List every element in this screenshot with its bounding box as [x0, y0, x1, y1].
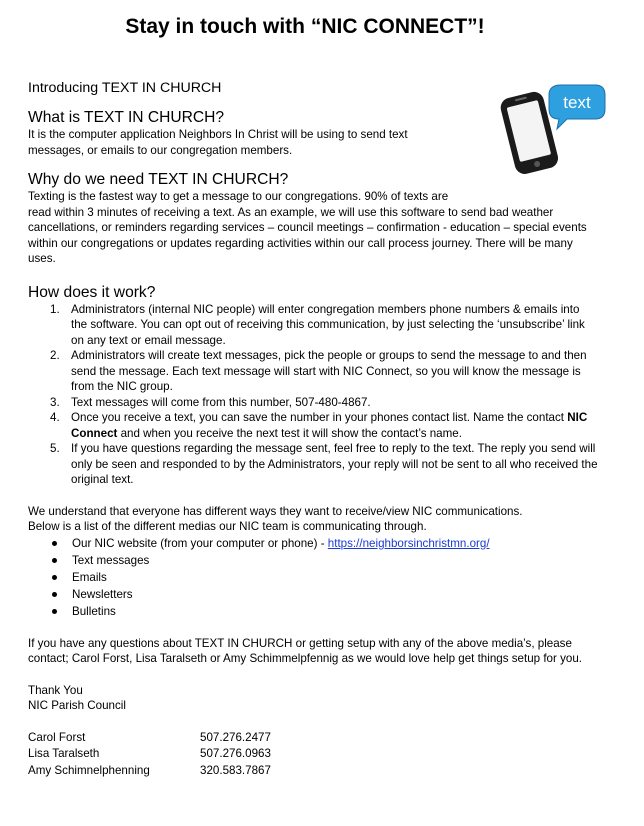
step-text: Text messages will come from this number, 507-480-4867.: [71, 395, 371, 409]
contact-name: Lisa Taralseth: [28, 747, 100, 760]
step-text-pre: Once you receive a text, you can save the number in your phones contact list. Name the contact: [71, 411, 568, 424]
bubble-text: text: [563, 93, 591, 112]
table-row: [28, 763, 598, 780]
list-item: [28, 302, 598, 349]
step-number: 3.: [50, 395, 60, 409]
why-line-1: Texting is the fastest way to get a message to our congregations. 90% of texts are: [28, 190, 449, 203]
bullet-icon: [52, 558, 57, 563]
list-item: [28, 410, 598, 441]
list-item: [28, 348, 598, 395]
document-body: [28, 79, 598, 779]
intro-line: Introducing TEXT IN CHURCH: [28, 80, 222, 96]
step-number: 1.: [50, 302, 60, 316]
step-number: 2.: [50, 349, 60, 362]
contact-phone: 507.276.0963: [200, 747, 271, 760]
why-heading: Why do we need TEXT IN CHURCH?: [28, 171, 289, 188]
how-steps-list: [28, 302, 598, 488]
media-item: Text messages: [72, 553, 150, 567]
media-item: Emails: [72, 570, 107, 584]
table-row: [28, 730, 598, 747]
questions-paragraph: If you have any questions about TEXT IN CHURCH or getting setup with any of the above media’s, please contact; Carol Forst, Lisa Taralseth or Amy Schimmelpfennig as we would love help get things setup for you.: [28, 636, 582, 665]
contacts-table: [28, 730, 598, 780]
contact-phone: 507.276.2477: [200, 730, 271, 744]
list-item: [28, 603, 598, 620]
what-line-1: It is the computer application Neighbors In Christ will be using to send text: [28, 128, 408, 141]
why-body: read within 3 minutes of receiving a text. As an example, we will use this software to send bad weather cancellations, or reminders regarding services – council meetings – confirmation - education – special events within our congregations or updates regarding activities within our call process journey. There will be many uses.: [28, 205, 587, 265]
list-item: [28, 535, 598, 552]
list-item: [28, 395, 598, 411]
step-number: 4.: [50, 411, 60, 424]
signoff-thank-you: Thank You: [28, 683, 83, 697]
step-text: Administrators will create text messages, pick the people or groups to send the message to and then send the message. Each text message will start with NIC Connect, so you will know the message is from the NIC group.: [71, 349, 587, 393]
medias-intro-line-2: Below is a list of the different medias our NIC team is communicating through.: [28, 520, 427, 533]
website-link[interactable]: https://neighborsinchristmn.org/: [327, 536, 490, 550]
step-text-bold: NIC Connect: [71, 411, 588, 440]
table-row: [28, 746, 598, 763]
medias-intro-line-1: We understand that everyone has different ways they want to receive/view NIC communications.: [28, 504, 523, 518]
list-item: [28, 569, 598, 586]
what-line-2: messages, or emails to our congregation members.: [28, 143, 293, 157]
page-title: Stay in touch with “NIC CONNECT”!: [125, 15, 485, 38]
step-text-post: and when you receive the next test it will show the contact’s name.: [117, 426, 462, 440]
contact-name: Carol Forst: [28, 730, 86, 744]
what-heading: What is TEXT IN CHURCH?: [28, 109, 225, 126]
media-item: Bulletins: [72, 604, 116, 618]
list-item: [28, 441, 598, 488]
contact-name: Amy Schimnelphenning: [28, 763, 150, 777]
contact-phone: 320.583.7867: [200, 763, 271, 777]
signoff-council: NIC Parish Council: [28, 699, 126, 712]
how-heading: How does it work?: [28, 283, 156, 301]
list-item: [28, 552, 598, 569]
step-text: If you have questions regarding the message sent, feel free to reply to the text. The reply you send will only be seen and responded to by the Administrators, your reply will not be sent to all who received the original text.: [71, 442, 598, 486]
list-item: [28, 586, 598, 603]
bullet-icon: [52, 592, 57, 597]
media-item: Newsletters: [72, 587, 133, 601]
bullet-icon: [52, 575, 57, 580]
medias-list: [28, 535, 598, 620]
bullet-icon: [52, 609, 57, 614]
bullet-icon: [52, 541, 57, 546]
step-number: 5.: [50, 442, 60, 455]
website-label: Our NIC website (from your computer or phone) -: [72, 536, 328, 550]
step-text: Administrators (internal NIC people) will enter congregation members phone numbers & emails into the software. You can opt out of receiving this communication, by just selecting the ‘unsubscribe’ link on any text or email message.: [71, 302, 585, 347]
